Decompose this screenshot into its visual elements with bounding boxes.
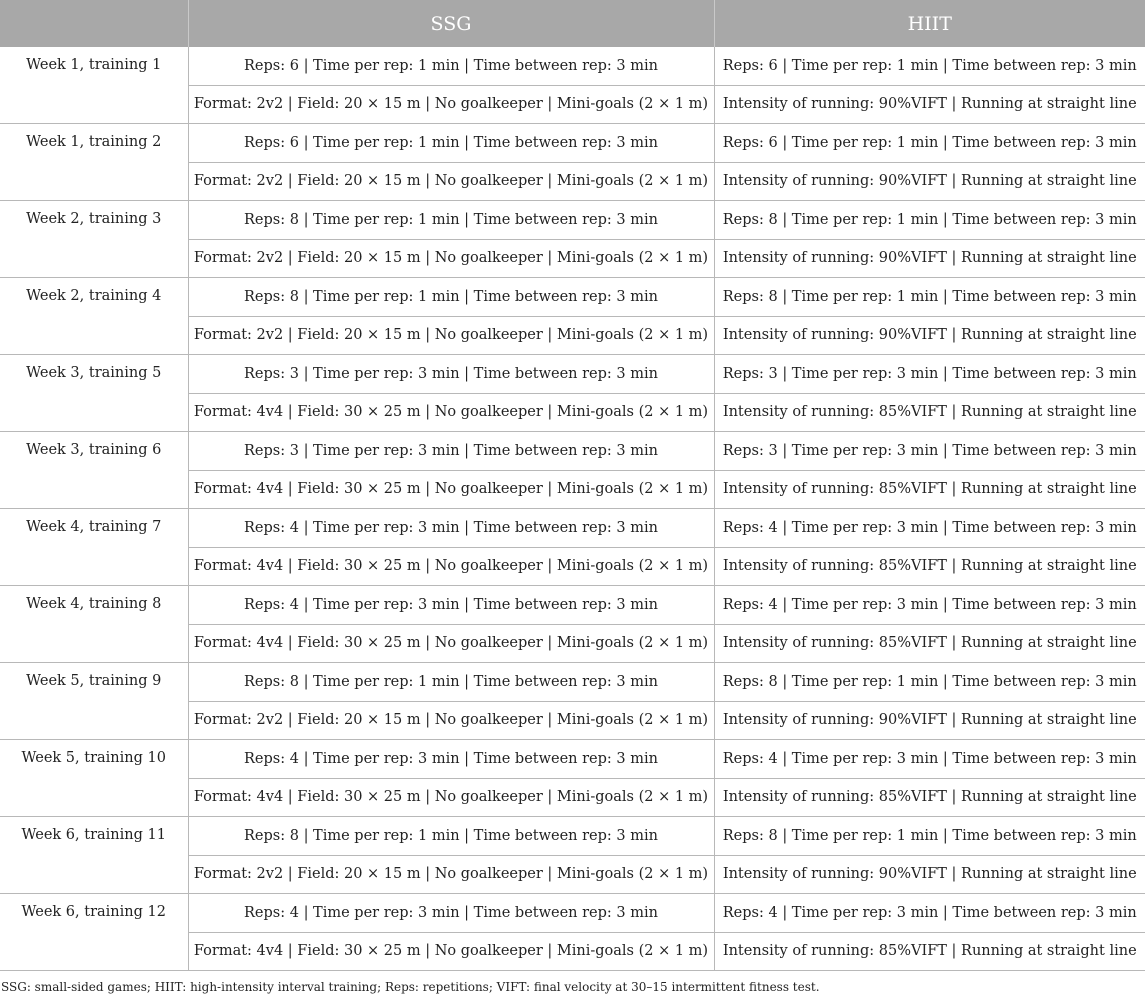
session-label: Week 6, training 11: [0, 817, 188, 894]
hiit-cell: Reps: 4 | Time per rep: 3 min | Time between rep: 3 min: [714, 894, 1145, 933]
ssg-cell: Format: 2v2 | Field: 20 × 15 m | No goalkeeper | Mini-goals (2 × 1 m): [188, 701, 714, 740]
table-row: [0, 740, 1145, 779]
session-label: Week 3, training 6: [0, 432, 188, 509]
hiit-cell: Reps: 8 | Time per rep: 1 min | Time between rep: 3 min: [714, 817, 1145, 856]
table-footnote: SSG: small-sided games; HIIT: high-intensity interval training; Reps: repetitions; VIFT: final velocity at 30–15 intermittent fitness test.: [1, 980, 820, 994]
hiit-cell: Intensity of running: 85%VIFT | Running at straight line: [714, 624, 1145, 663]
session-label: Week 6, training 12: [0, 894, 188, 971]
ssg-cell: Format: 2v2 | Field: 20 × 15 m | No goalkeeper | Mini-goals (2 × 1 m): [188, 239, 714, 278]
ssg-cell: Format: 4v4 | Field: 30 × 25 m | No goalkeeper | Mini-goals (2 × 1 m): [188, 624, 714, 663]
hiit-cell: Reps: 8 | Time per rep: 1 min | Time between rep: 3 min: [714, 201, 1145, 240]
table-row: [0, 124, 1145, 163]
table-body: [0, 47, 1145, 971]
ssg-cell: Format: 2v2 | Field: 20 × 15 m | No goalkeeper | Mini-goals (2 × 1 m): [188, 162, 714, 201]
hiit-cell: Intensity of running: 85%VIFT | Running at straight line: [714, 547, 1145, 586]
hiit-cell: Reps: 4 | Time per rep: 3 min | Time between rep: 3 min: [714, 740, 1145, 779]
session-label: Week 2, training 4: [0, 278, 188, 355]
hiit-cell: Reps: 8 | Time per rep: 1 min | Time between rep: 3 min: [714, 663, 1145, 702]
table-row: [0, 47, 1145, 85]
ssg-cell: Format: 4v4 | Field: 30 × 25 m | No goalkeeper | Mini-goals (2 × 1 m): [188, 393, 714, 432]
header-ssg: SSG: [188, 0, 714, 47]
table-row: [0, 509, 1145, 548]
table-row: [0, 586, 1145, 625]
hiit-cell: Intensity of running: 85%VIFT | Running at straight line: [714, 778, 1145, 817]
session-label: Week 4, training 8: [0, 586, 188, 663]
hiit-cell: Intensity of running: 90%VIFT | Running at straight line: [714, 316, 1145, 355]
header-hiit: HIIT: [714, 0, 1145, 47]
ssg-cell: Reps: 8 | Time per rep: 1 min | Time between rep: 3 min: [188, 817, 714, 856]
header-session: [0, 0, 188, 47]
ssg-cell: Format: 2v2 | Field: 20 × 15 m | No goalkeeper | Mini-goals (2 × 1 m): [188, 855, 714, 894]
table-row: [0, 432, 1145, 471]
hiit-cell: Reps: 6 | Time per rep: 1 min | Time between rep: 3 min: [714, 47, 1145, 85]
ssg-cell: Reps: 8 | Time per rep: 1 min | Time between rep: 3 min: [188, 663, 714, 702]
ssg-cell: Reps: 4 | Time per rep: 3 min | Time between rep: 3 min: [188, 509, 714, 548]
hiit-cell: Intensity of running: 90%VIFT | Running at straight line: [714, 162, 1145, 201]
session-label: Week 5, training 10: [0, 740, 188, 817]
ssg-cell: Reps: 6 | Time per rep: 1 min | Time between rep: 3 min: [188, 124, 714, 163]
hiit-cell: Intensity of running: 90%VIFT | Running at straight line: [714, 701, 1145, 740]
session-label: Week 2, training 3: [0, 201, 188, 278]
table-row: [0, 894, 1145, 933]
session-label: Week 3, training 5: [0, 355, 188, 432]
hiit-cell: Intensity of running: 85%VIFT | Running at straight line: [714, 932, 1145, 971]
ssg-cell: Format: 2v2 | Field: 20 × 15 m | No goalkeeper | Mini-goals (2 × 1 m): [188, 85, 714, 124]
ssg-cell: Reps: 8 | Time per rep: 1 min | Time between rep: 3 min: [188, 278, 714, 317]
table-row: [0, 201, 1145, 240]
ssg-cell: Reps: 8 | Time per rep: 1 min | Time between rep: 3 min: [188, 201, 714, 240]
hiit-cell: Intensity of running: 85%VIFT | Running at straight line: [714, 470, 1145, 509]
hiit-cell: Intensity of running: 90%VIFT | Running at straight line: [714, 855, 1145, 894]
hiit-cell: Intensity of running: 85%VIFT | Running at straight line: [714, 393, 1145, 432]
ssg-cell: Reps: 6 | Time per rep: 1 min | Time between rep: 3 min: [188, 47, 714, 85]
ssg-cell: Format: 4v4 | Field: 30 × 25 m | No goalkeeper | Mini-goals (2 × 1 m): [188, 470, 714, 509]
table-row: [0, 278, 1145, 317]
ssg-cell: Reps: 3 | Time per rep: 3 min | Time between rep: 3 min: [188, 432, 714, 471]
session-label: Week 1, training 2: [0, 124, 188, 201]
hiit-cell: Reps: 6 | Time per rep: 1 min | Time between rep: 3 min: [714, 124, 1145, 163]
session-label: Week 5, training 9: [0, 663, 188, 740]
ssg-cell: Reps: 4 | Time per rep: 3 min | Time between rep: 3 min: [188, 894, 714, 933]
hiit-cell: Intensity of running: 90%VIFT | Running at straight line: [714, 239, 1145, 278]
hiit-cell: Reps: 4 | Time per rep: 3 min | Time between rep: 3 min: [714, 586, 1145, 625]
ssg-cell: Format: 2v2 | Field: 20 × 15 m | No goalkeeper | Mini-goals (2 × 1 m): [188, 316, 714, 355]
session-label: Week 1, training 1: [0, 47, 188, 124]
hiit-cell: Reps: 3 | Time per rep: 3 min | Time between rep: 3 min: [714, 355, 1145, 394]
hiit-cell: Reps: 8 | Time per rep: 1 min | Time between rep: 3 min: [714, 278, 1145, 317]
ssg-cell: Format: 4v4 | Field: 30 × 25 m | No goalkeeper | Mini-goals (2 × 1 m): [188, 778, 714, 817]
table-row: [0, 663, 1145, 702]
header-row: [0, 0, 1145, 47]
ssg-cell: Format: 4v4 | Field: 30 × 25 m | No goalkeeper | Mini-goals (2 × 1 m): [188, 547, 714, 586]
ssg-cell: Reps: 4 | Time per rep: 3 min | Time between rep: 3 min: [188, 586, 714, 625]
table-header: [0, 0, 1145, 47]
ssg-cell: Reps: 3 | Time per rep: 3 min | Time between rep: 3 min: [188, 355, 714, 394]
hiit-cell: Reps: 4 | Time per rep: 3 min | Time between rep: 3 min: [714, 509, 1145, 548]
ssg-cell: Format: 4v4 | Field: 30 × 25 m | No goalkeeper | Mini-goals (2 × 1 m): [188, 932, 714, 971]
table-row: [0, 817, 1145, 856]
session-label: Week 4, training 7: [0, 509, 188, 586]
ssg-cell: Reps: 4 | Time per rep: 3 min | Time between rep: 3 min: [188, 740, 714, 779]
table-row: [0, 355, 1145, 394]
hiit-cell: Intensity of running: 90%VIFT | Running at straight line: [714, 85, 1145, 124]
hiit-cell: Reps: 3 | Time per rep: 3 min | Time between rep: 3 min: [714, 432, 1145, 471]
